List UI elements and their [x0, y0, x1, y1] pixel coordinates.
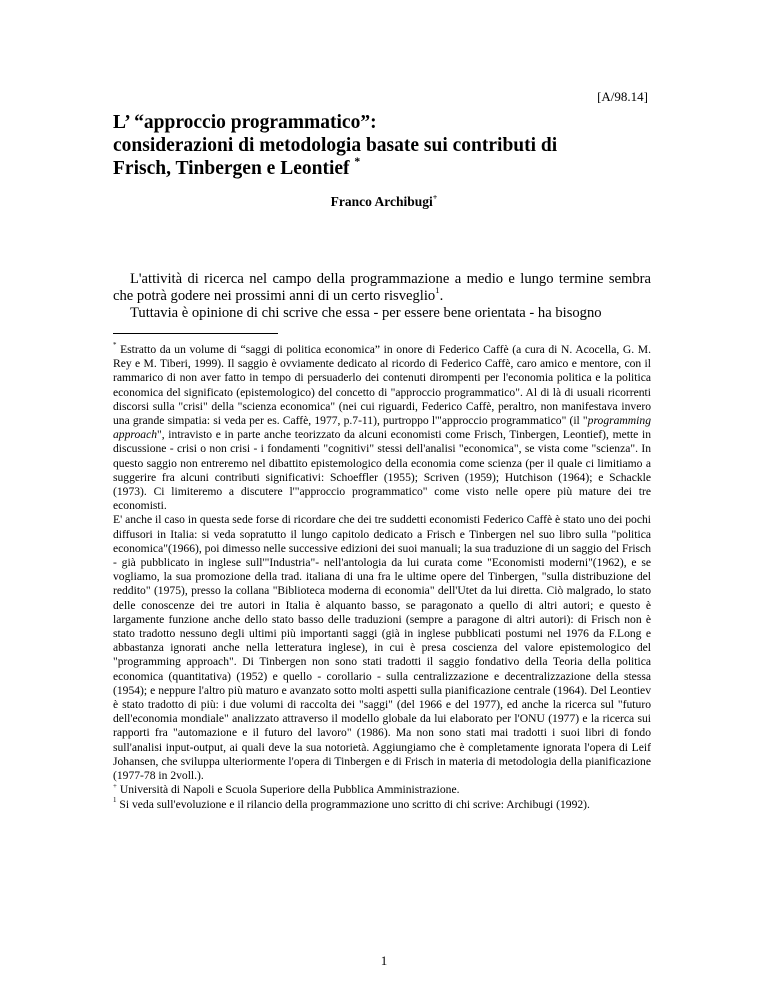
footnote-1-mark: *: [113, 341, 117, 350]
author-name: [0, 194, 768, 210]
body-text: [113, 271, 651, 322]
title-line-1: L’ “approccio programmatico”:: [113, 112, 377, 133]
paper-title: [113, 111, 673, 180]
footnote-ref-1[interactable]: 1: [435, 285, 440, 296]
footnote-3: [113, 795, 651, 812]
document-reference: [A/98.14]: [597, 89, 648, 104]
body-paragraph-1-text: L'attività di ricerca nel campo della programmazione a medio e lungo termine sembra che potrà godere nei prossimi anni di un certo risveglio: [113, 271, 651, 304]
footnote-2-mark: +: [113, 781, 117, 790]
author-name-text: Franco Archibugi: [330, 194, 433, 209]
footnote-divider: [113, 333, 278, 334]
footnote-1-text-b: ", intravisto e in parte anche teorizzato da alcuni economisti come Frisch, Tinbergen, Leontief), mette in discussione - crisi o non crisi - i fondamenti "cognitivi" stessi dell'analisi "economica", se vista come "scienza". In questo saggio non entreremo nel dibattito epistemologico della economia come scienza (per il quale ci limitiamo a suggerire fra alcuni contributi significativi: Schoeffler (1955); Scriven (1959); Hutchison (1964); e Schackle (1973). Ci limiteremo a discutere l'"approccio programmatico" come visto nelle opere più mature dei tre economisti.: [113, 428, 651, 513]
page-number: 1: [380, 953, 388, 968]
footnote-1-text-a: Estratto da un volume di “saggi di politica economica” in onore di Federico Caffè (a cura di N. Acocella, G. M. Rey e M. Tiberi, 1999). Il saggio è ovviamente dedicato al ricordo di Federico Caffè, caro amico e mentore, con il rammarico di non aver fatto in tempo di persuaderlo dei contenuti dirompenti per l'economia politica e la politica economica del significato (epistemologico) del concetto di "approccio programmatico". Al di là di usuali ricorrenti discorsi sulla "crisi" della "scienza economica" (nei cui riguardi, Federico Caffè, peraltro, non manifestava invero una grande simpatia: si veda per es. Caffè, 1977, p.7-11), purtroppo l'"approccio programmatico" (il ": [113, 343, 651, 428]
title-footnote-mark[interactable]: *: [354, 155, 361, 169]
footnote-3-text: Si veda sull'evoluzione e il rilancio della programmazione uno scritto di chi scrive: Archibugi (1992).: [116, 797, 590, 811]
title-line-2: considerazioni di metodologia basate sui contributi di: [113, 135, 558, 156]
author-footnote-mark[interactable]: +: [432, 192, 438, 202]
footnote-1-continued: E' anche il caso in questa sede forse di ricordare che dei tre suddetti economisti Federico Caffè è stato uno dei pochi diffusori in Italia: si veda sopratutto il lungo capitolo dedicato a Frisch e Tinbergen nel suo libro sulla "politica economica"(1966), poi dimesso nelle successive edizioni dei suoi manuali; la sua traduzione di un saggio del Frisch - già pubblicato in inglese sull'"Industria"- nell'antologia da lui curata come "Economisti moderni"(1962), e se vogliamo, la sua promozione della trad. italiana di una fra le ultime opere del Tinbergen, "sulla distribuzione del reddito" (1975), presso la collana "Biblioteca moderna di economia" dell'Utet da lui diretta. Ciò malgrado, lo stato delle conoscenze dei tre autori in Italia è alquanto basso, se paragonato a quello di altri autori; e questo è largamente funzione anche dello stato basso delle traduzioni (sempre a paragone di altri autori): di Frisch non è stato tradotto nessuno degli ultimi più importanti saggi (già in inglese pubblicati postumi nel 1976 da F.Long e abbastanza ignorati anche nella letteratura inglese), in cui è presa coscienza del valore epistemologico del "programming approach". Di Tinbergen non sono stati tradotti il saggio fondativo della Teoria della politica economica (quantitativa) (1952) e quello - corollario - sulla centralizzazione e decentralizzazione della stessa (1954); e neppure l'altro più maturo e avanzato sotto molti aspetti sulla pianificazione centrale (1964). Del Leontiev è stato tradotto di più: i due volumi di raccolta dei "saggi" (del 1966 e del 1977), ed anche la ricerca sul "futuro dell'economia mondiale" analizzato attraverso il modello globale da lui elaborato per l'ONU (1977) e la ricerca sui rapporti fra "automazione e il futuro del lavoro" (1986). Ma non sono stati mai tradotti i suoi libri di fondo sull'analisi input-output, ai quali deve la sua notorietà. Aggiungiamo che è completamente ignorata l'opera di Leif Johansen, che sviluppa ulteriormente l'opera di Tinbergen e di Frisch in materia di metodologia della pianificazione (1977-78 in 2voll.).: [113, 513, 651, 783]
footnote-3-mark: 1: [113, 795, 117, 804]
body-paragraph-1: [113, 271, 651, 305]
title-line-3: [113, 157, 673, 180]
footnotes: [113, 343, 651, 812]
body-paragraph-1-end: .: [439, 288, 444, 304]
body-paragraph-2: Tuttavia è opinione di chi scrive che essa - per essere bene orientata - ha bisogno: [130, 305, 602, 321]
footnote-1-italic: programming approach: [113, 414, 651, 442]
footnote-2-text: Università di Napoli e Scuola Superiore della Pubblica Amministrazione.: [116, 783, 460, 797]
footnote-2: [113, 783, 651, 797]
title-line-3-text: Frisch, Tinbergen e Leontief: [113, 158, 350, 179]
footnote-1: [113, 343, 651, 513]
